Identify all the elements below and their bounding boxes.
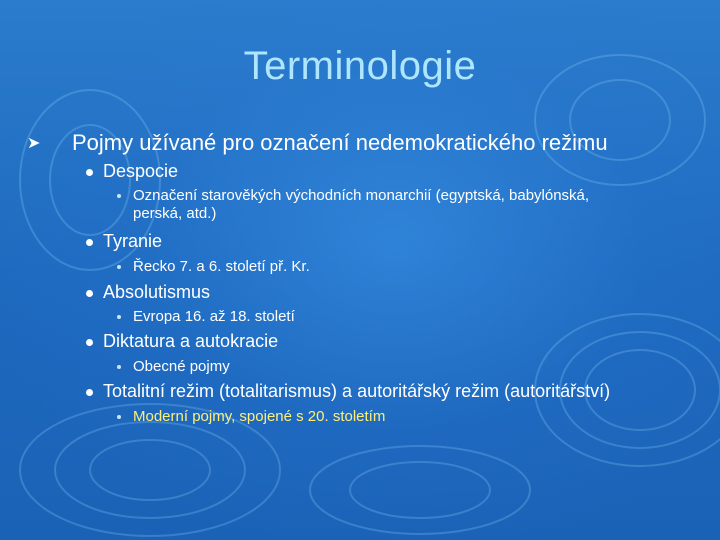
bullet-dot-icon [86,169,93,176]
sub-bullet-dot-icon [117,365,121,369]
bullet-dot-icon [86,339,93,346]
sub-bullet-dot-icon [117,315,121,319]
sub-item-text: Řecko 7. a 6. století př. Kr. [133,258,310,275]
bullet-dot-icon [86,239,93,246]
list-item-label: Diktatura a autokracie [103,331,279,351]
main-bullet-text: Pojmy užívané pro označení nedemokratického režimu [72,130,608,155]
list-item-label: Absolutismus [103,282,211,302]
sub-item-text: Moderní pojmy, spojené s 20. stoletím [133,408,386,425]
sub-bullet-dot-icon [117,194,121,198]
bullet-dot-icon [86,389,93,396]
slide-title: Terminologie [243,44,477,88]
sub-item-text: Obecné pojmy [133,358,230,375]
sub-item-text: Označení starověkých východních monarchií (egyptská, babylónská, perská, atd.) [133,187,590,222]
sub-bullet-dot-icon [117,265,121,269]
list-item-label: Tyranie [103,231,163,251]
list-item-label: Totalitní režim (totalitarismus) a autoritářský režim (autoritářství) [103,381,611,401]
arrow-bullet-icon: ➤ [27,135,41,152]
bullet-dot-icon [86,290,93,297]
sub-item-text: Evropa 16. až 18. století [133,308,295,325]
sub-bullet-dot-icon [117,415,121,419]
list-item-label: Despocie [103,161,179,181]
